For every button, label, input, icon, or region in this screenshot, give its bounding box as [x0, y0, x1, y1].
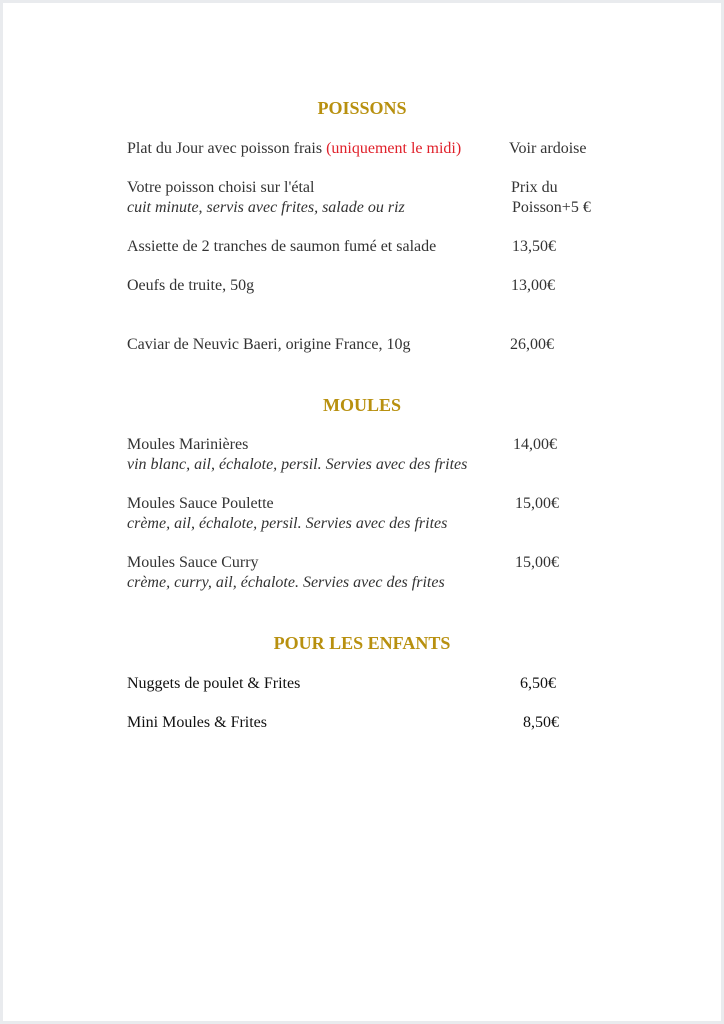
item-name: Votre poisson choisi sur l'étal	[127, 179, 315, 196]
item-name: Moules Sauce Curry	[127, 554, 259, 571]
item-price: 14,00€	[513, 436, 557, 453]
item-name: Caviar de Neuvic Baeri, origine France, 10g	[127, 336, 411, 353]
item-description: crème, curry, ail, échalote. Servies avec des frites	[127, 574, 445, 591]
item-price: 13,50€	[512, 238, 556, 255]
item-name: Oeufs de truite, 50g	[127, 277, 255, 294]
item-description: crème, ail, échalote, persil. Servies avec des frites	[127, 515, 448, 532]
item-description: cuit minute, servis avec frites, salade ou riz	[127, 199, 405, 216]
item-price: 8,50€	[523, 714, 559, 731]
item-price: 13,00€	[511, 277, 555, 294]
item-note: (uniquement le midi)	[326, 140, 462, 157]
item-price-line2: Poisson+5 €	[512, 199, 591, 216]
item-description: vin blanc, ail, échalote, persil. Servies avec des frites	[127, 456, 468, 473]
item-name: Moules Marinières	[127, 436, 249, 453]
item-price: 15,00€	[515, 554, 559, 571]
item-price: 26,00€	[510, 336, 554, 353]
item-price: 15,00€	[515, 495, 559, 512]
item-price: 6,50€	[520, 675, 556, 692]
menu-item-plat-du-jour	[127, 139, 461, 159]
item-name: Moules Sauce Poulette	[127, 495, 274, 512]
item-name: Nuggets de poulet & Frites	[127, 675, 301, 692]
item-price: Voir ardoise	[509, 140, 587, 157]
item-name: Mini Moules & Frites	[127, 714, 268, 731]
item-price: Prix du	[511, 179, 558, 196]
item-name: Plat du Jour avec poisson frais	[127, 140, 323, 157]
item-name: Assiette de 2 tranches de saumon fumé et salade	[127, 238, 437, 255]
section-title-enfants: POUR LES ENFANTS	[273, 633, 451, 653]
section-title-moules: MOULES	[322, 395, 401, 415]
section-title-poissons: POISSONS	[317, 98, 407, 118]
